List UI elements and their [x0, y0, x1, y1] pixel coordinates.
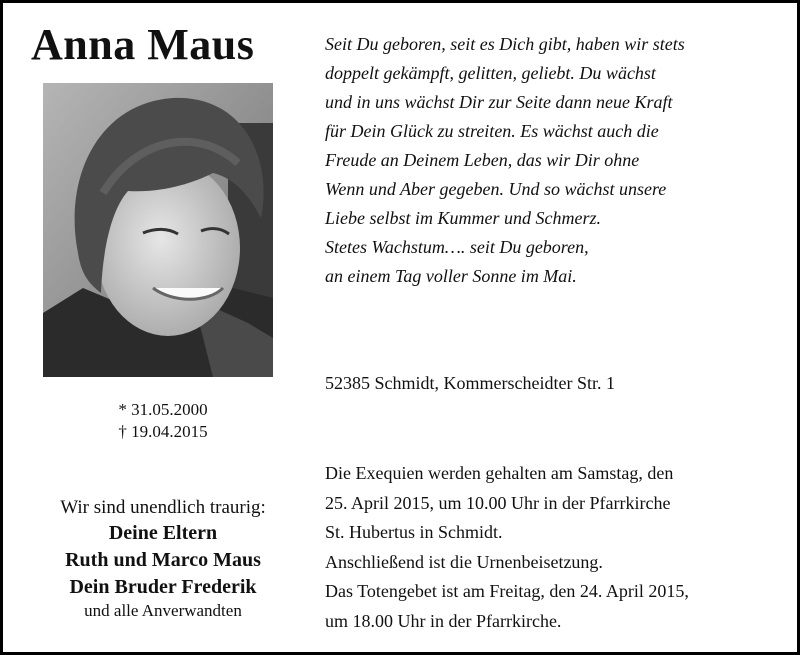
mourner-brother: Dein Bruder Frederik [69, 576, 257, 598]
birth-date: * 31.05.2000 [118, 400, 208, 419]
service-line: Die Exequien werden gehalten am Samstag, den [325, 463, 674, 483]
family-address: 52385 Schmidt, Kommerscheidter Str. 1 [325, 373, 615, 393]
portrait-photo [43, 83, 273, 377]
poem-line: doppelt gekämpft, gelitten, geliebt. Du wächst [325, 63, 656, 83]
poem-line: Freude an Deinem Leben, das wir Dir ohne [325, 150, 640, 170]
poem-line: Wenn und Aber gegeben. Und so wächst unsere [325, 179, 667, 199]
poem-line: für Dein Glück zu streiten. Es wächst auch die [325, 121, 659, 141]
life-dates [63, 399, 263, 443]
mourners-closing: und alle Anverwandten [84, 601, 242, 620]
service-line: Anschließend ist die Urnenbeisetzung. [325, 551, 603, 572]
deceased-name: Anna Maus [31, 20, 255, 69]
mourner-parent-names: Ruth und Marco Maus [65, 549, 261, 571]
funeral-service-details [325, 459, 790, 636]
poem-line: Seit Du geboren, seit es Dich gibt, haben wir stets [325, 34, 685, 54]
poem-line: an einem Tag voller Sonne im Mai. [325, 266, 577, 286]
memorial-poem [325, 30, 785, 291]
death-date: † 19.04.2015 [118, 422, 208, 441]
mourner-parents: Deine Eltern [108, 522, 218, 544]
service-line: 25. April 2015, um 10.00 Uhr in der Pfarrkirche [325, 492, 671, 513]
poem-line: Stetes Wachstum…. seit Du geboren, [325, 237, 589, 257]
service-line: St. Hubertus in Schmidt. [325, 522, 503, 542]
service-line: um 18.00 Uhr in der Pfarrkirche. [325, 610, 562, 631]
service-line: Das Totengebet ist am Freitag, den 24. April 2015, [325, 581, 689, 601]
poem-line: Liebe selbst im Kummer und Schmerz. [325, 208, 601, 228]
mourners-lead: Wir sind unendlich traurig: [60, 497, 266, 518]
mourners-block [23, 496, 303, 621]
poem-line: und in uns wächst Dir zur Seite dann neue Kraft [325, 92, 673, 112]
